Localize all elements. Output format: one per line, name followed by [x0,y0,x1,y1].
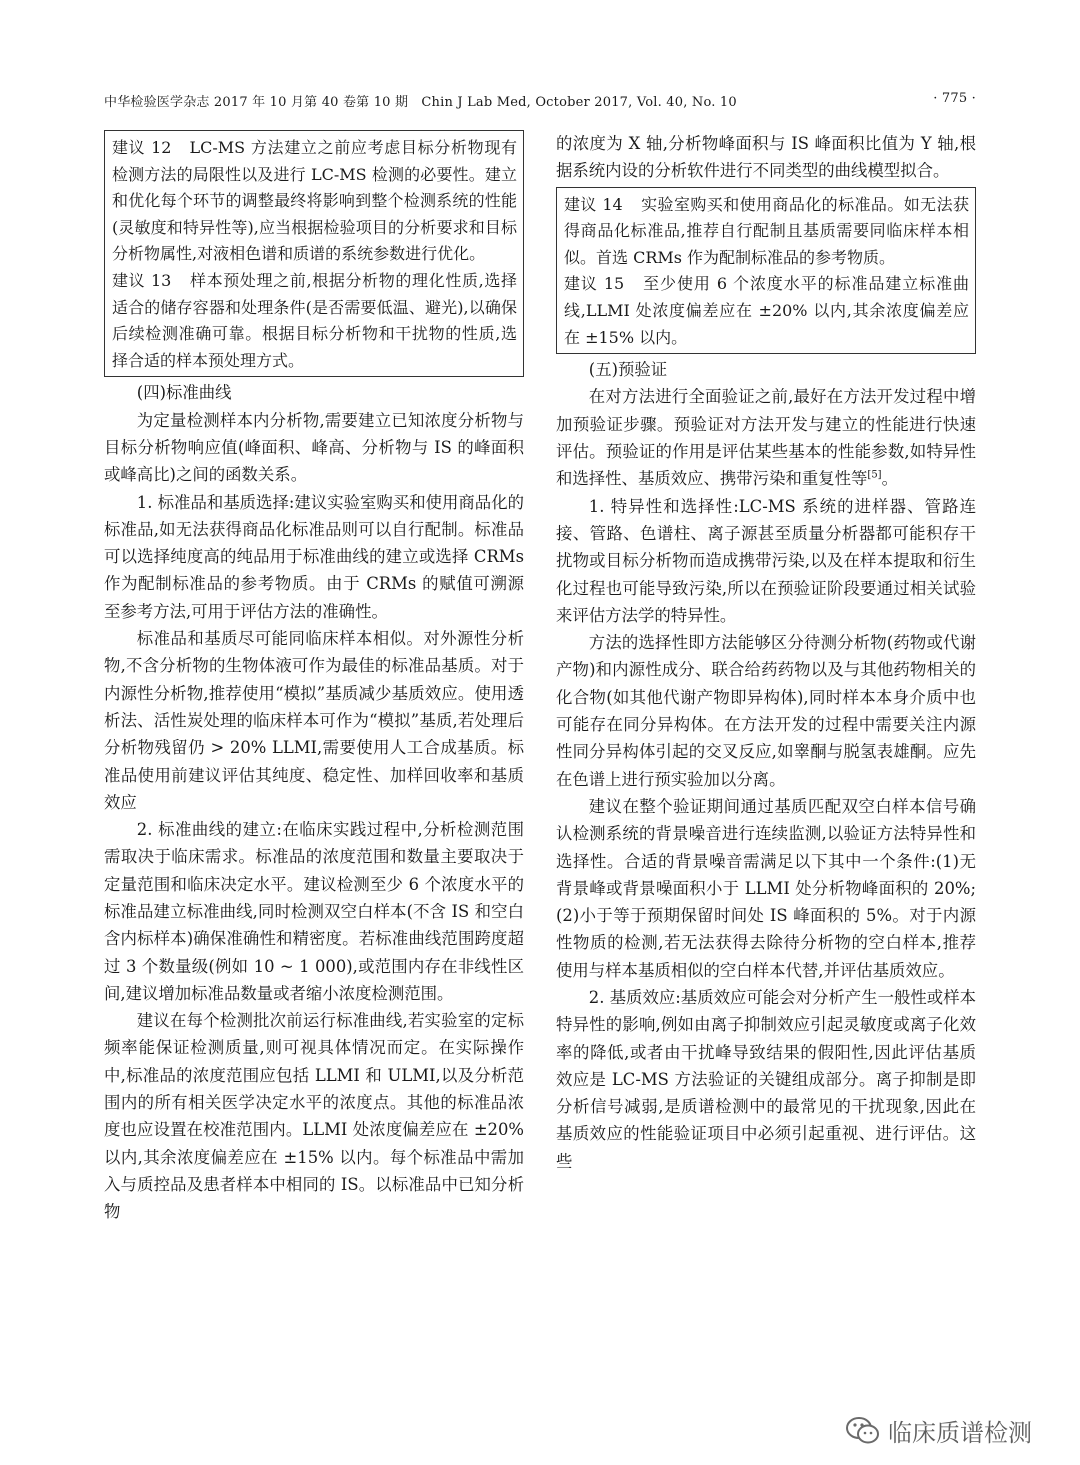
paragraph: 2. 标准曲线的建立:在临床实践过程中,分析检测范围需取决于临床需求。标准品的浓度范围和数量主要取决于定量范围和临床决定水平。建议检测至少 6 个浓度水平的标准品建立标准曲线,同时检测双空白样本(不含 IS 和空白含内标样本)确保准确性和精密度。若标准曲线范围跨度超过 3 个数量级(例如 10 ~ 1 000),或范围内存在非线性区间,建议增加标准品数量或者缩小浓度检测范围。 [104,820,524,1003]
rec-number: 建议 15 [564,274,625,294]
recommendation-15 [564,271,969,351]
paragraph: 2. 基质效应:基质效应可能会对分析产生一般性或样本特异性的影响,例如由离子抑制效应引起灵敏度或离子化效率的降低,或者由干扰峰导致结果的假阳性,因此评估基质效应是 LC-MS 方法验证的关键组成部分。离子抑制是即分析信号减弱,是质谱检测中的最常见的干扰现象,因此在基质效应的性能验证项目中必须引起重视、进行评估。这些 [556,987,976,1171]
rec-number: 建议 12 [112,138,172,157]
paragraph: 方法的选择性即方法能够区分待测分析物(药物或代谢产物)和内源性成分、联合给药药物以及与其他药物相关的化合物(如其他代谢产物即异构体),同时样本本身介质中也可能存在同分异构体。在方法开发的过程中需要关注内源性同分异构体引起的交叉反应,如睾酮与脱氢表雄酮。应先在色谱上进行预实验加以分离。 [556,633,976,789]
rec-number: 建议 14 [564,194,623,214]
recommendation-box-14-15 [556,187,976,355]
section-heading-prevalidation: (五)预验证 [588,360,668,380]
rec-text: 实验室购买和使用商品化的标准品。如无法获得商品化标准品,推荐自行配制且基质需要同临床样本相似。首选 CRMs 作为配制标准品的参考物质。 [564,194,969,267]
recommendation-14 [564,192,969,272]
rec-text: 样本预处理之前,根据分析物的理化性质,选择适合的储存容器和处理条件(是否需要低温、避光),以确保后续检测准确可靠。根据目标分析物和干扰物的性质,选择合适的样本预处理方式。 [112,270,517,370]
paragraph: 建议在整个验证期间通过基质匹配双空白样本信号确认检测系统的背景噪音进行连续监测,以验证方法特异性和选择性。合适的背景噪音需满足以下其中一个条件:(1)无背景峰或背景噪面积小于 LLMI 处分析物峰面积的 20%;(2)小于等于预期保留时间处 IS 峰面积的 5%。对于内源性物质的检测,若无法获得去除待分析物的空白样本,推荐使用与样本基质相似的空白样本代替,并评估基质效应。 [556,796,976,980]
rec-text: LC-MS 方法建立之前应考虑目标分析物现有检测方法的局限性以及进行 LC-MS 检测的必要性。建立和优化每个环节的调整最终将影响到整个检测系统的性能(灵敏度和特异性等),应当根据检验项目的分析要求和目标分析物属性,对液相色谱和质谱的系统参数进行优化。 [112,138,517,264]
recommendation-box-12-13 [104,130,524,377]
page-number: · 775 · [933,91,976,106]
watermark [846,1413,1032,1448]
right-column [556,130,976,1175]
running-header [104,91,976,110]
rec-text: 至少使用 6 个浓度水平的标准品建立标准曲线,LLMI 处浓度偏差应在 ±20% 以内,其余浓度偏差应在 ±15% 以内。 [564,274,969,347]
paragraph: 1. 标准品和基质选择:建议实验室购买和使用商品化的标准品,如无法获得商品化标准品则可以自行配制。标准品可以选择纯度高的纯品用于标准曲线的建立或选择 CRMs 作为配制标准品的参考物质。由于 CRMs 的赋值可溯源至参考方法,可用于评估方法的准确性。 [104,492,524,621]
watermark-text: 临床质谱检测 [888,1419,1032,1447]
left-column [104,130,524,1226]
journal-citation: 中华检验医学杂志 2017 年 10 月第 40 卷第 10 期 Chin J Lab Med, October 2017, Vol. 40, No. 10 [104,95,737,110]
paragraph: 为定量检测样本内分析物,需要建立已知浓度分析物与目标分析物响应值(峰面积、峰高、分析物与 IS 的峰面积或峰高比)之间的函数关系。 [104,410,524,485]
paragraph-end: 。 [881,469,898,489]
paragraph: 1. 特异性和选择性:LC-MS 系统的进样器、管路连接、管路、色谱柱、离子源甚至质量分析器都可能积存干扰物或目标分析物而造成携带污染,以及在样本提取和衍生化过程也可能导致污染,所以在预验证阶段要通过相关试验来评估方法学的特异性。 [556,496,976,625]
section-heading-standard-curve: (四)标准曲线 [136,383,232,403]
paragraph: 标准品和基质尽可能同临床样本相似。对外源性分析物,不含分析物的生物体液可作为最佳的标准品基质。对于内源性分析物,推荐使用“模拟”基质减少基质效应。使用透析法、活性炭处理的临床样本可作为“模拟”基质,若处理后分析物残留仍 > 20% LLMI,需要使用人工合成基质。标准品使用前建议评估其纯度、稳定性、加样回收率和基质效应 [104,629,524,812]
paragraph: 建议在每个检测批次前运行标准曲线,若实验室的定标频率能保证检测质量,则可视具体情况而定。在实际操作中,标准品的浓度范围应包括 LLMI 和 ULMI,以及分析范围内的所有相关医学决定水平的浓度点。其他的标准品浓度也应设置在校准范围内。LLMI 处浓度偏差应在 ±20% 以内,其余浓度偏差应在 ±15% 以内。每个标准品中需加入与质控品及患者样本中相同的 IS。以标准品中已知分析物 [104,1011,524,1222]
citation-ref[interactable]: [5] [867,469,882,481]
paragraph [556,383,976,492]
rec-number: 建议 13 [112,270,172,290]
recommendation-13 [112,268,517,374]
paragraph-text: 在对方法进行全面验证之前,最好在方法开发过程中增加预验证步骤。预验证对方法开发与建立的性能进行快速评估。预验证的作用是评估某些基本的性能参数,如特异性和选择性、基质效应、携带污染和重复性等 [556,387,976,489]
recommendation-12 [112,135,517,268]
wechat-icon [846,1416,880,1446]
paragraph-continued: 的浓度为 X 轴,分析物峰面积与 IS 峰面积比值为 Y 轴,根据系统内设的分析软件进行不同类型的曲线模型拟合。 [556,134,976,181]
